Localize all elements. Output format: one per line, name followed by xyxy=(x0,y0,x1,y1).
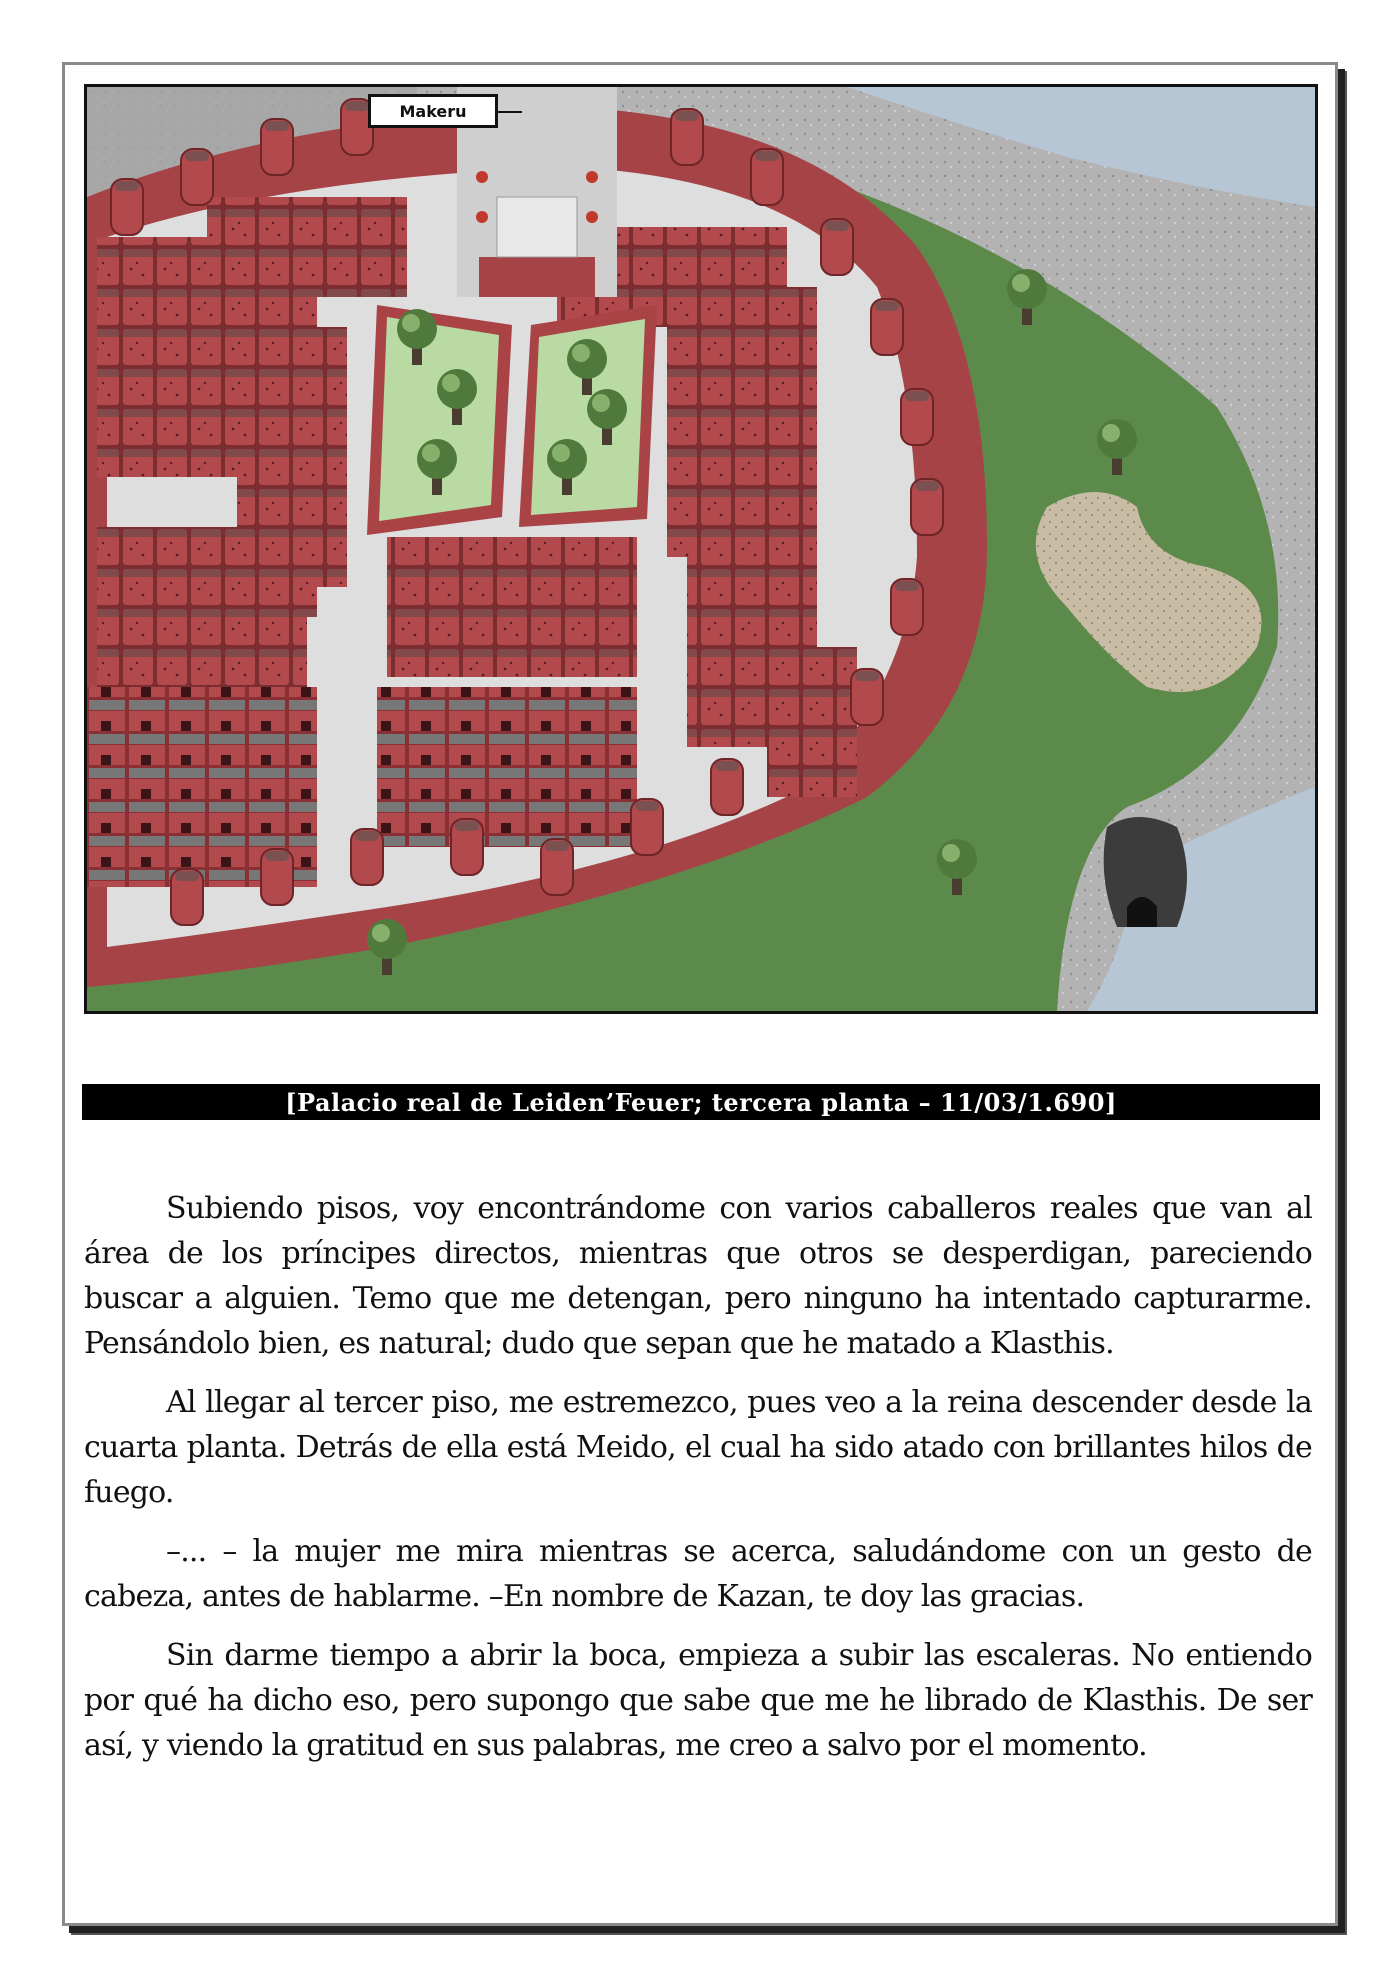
map-label-leader-line xyxy=(496,111,522,113)
city-map xyxy=(84,84,1318,1014)
story-text xyxy=(84,1186,1312,1782)
map-label-makeru: Makeru xyxy=(368,94,498,128)
scene-caption: [Palacio real de Leiden’Feuer; tercera planta – 11/03/1.690] xyxy=(82,1084,1320,1120)
paragraph-2: Al llegar al tercer piso, me estremezco, pues veo a la reina descender desde la cuarta planta. Detrás de ella está Meido, el cual ha sido atado con brillantes hilos de fuego. xyxy=(84,1385,1312,1510)
paragraph-1: Subiendo pisos, voy encontrándome con varios caballeros reales que van al área de los príncipes directos, mientras que otros se desperdigan, pareciendo buscar a alguien. Temo que me detengan, pero ninguno ha intentado capturarme. Pensándolo bien, es natural; dudo que sepan que he matado a Klasthis. xyxy=(84,1191,1312,1361)
paragraph-3: –... – la mujer me mira mientras se acerca, saludándome con un gesto de cabeza, antes de hablarme. –En nombre de Kazan, te doy las gracias. xyxy=(84,1534,1312,1614)
paragraph-4: Sin darme tiempo a abrir la boca, empieza a subir las escaleras. No entiendo por qué ha dicho eso, pero supongo que sabe que me he librado de Klasthis. De ser así, y viendo la gratitud en sus palabras, me creo a salvo por el momento. xyxy=(84,1638,1312,1763)
city-map-illustration xyxy=(87,87,1315,1011)
